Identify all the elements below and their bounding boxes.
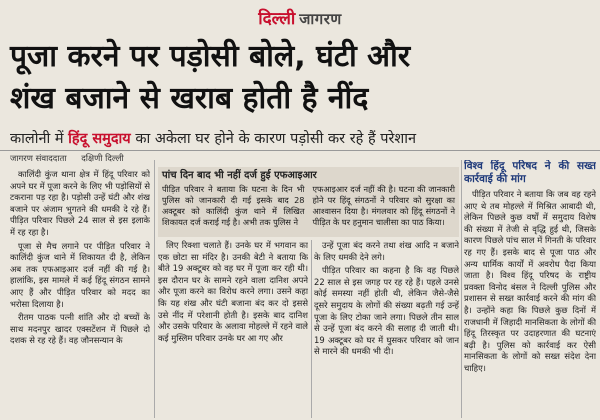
article-column-3 bbox=[314, 240, 459, 418]
side-section-title: विश्व हिंदू परिषद ने की सख्त कार्रवाई की मांग bbox=[464, 160, 596, 185]
byline-author: जागरण संवाददाता bbox=[10, 154, 67, 164]
divider bbox=[0, 150, 600, 151]
masthead bbox=[0, 6, 600, 28]
article-column-2 bbox=[158, 240, 308, 418]
inset-box-title: पांच दिन बाद भी नहीं दर्ज हुई एफआइआर bbox=[162, 170, 317, 181]
masthead-city: दिल्ली bbox=[258, 9, 296, 29]
article-column-4 bbox=[464, 160, 596, 418]
headline-line-2: शंख बजाने से खराब होती है नींद bbox=[10, 81, 369, 116]
subhead-pre: कालोनी में bbox=[10, 131, 69, 147]
inset-box bbox=[158, 167, 459, 237]
subheadline bbox=[10, 128, 590, 148]
byline-place: दक्षिणी दिल्ली bbox=[81, 154, 124, 164]
headline-line-1: पूजा करने पर पड़ोसी बोले, घंटी और bbox=[10, 39, 411, 74]
paragraph: पूजा से मैच लगाने पर पीड़ित परिवार ने कालिंदी कुंज थाने में शिकायत दी है, लेकिन अब तक एफआइआर दर्ज नहीं की गई है। हालांकि, इस मामले में कई हिंदू संगठन सामने आए हैं और पीड़ित परिवार को मदद का भरोसा दिलाया है। bbox=[10, 240, 150, 309]
column-divider bbox=[311, 240, 312, 418]
column-divider bbox=[461, 160, 462, 418]
byline bbox=[10, 153, 136, 164]
paragraph: पीड़ित परिवार का कहना है कि वह पिछले 22 साल से इस जगह पर रह रहे हैं। पहले उनसे कोई समस्या नहीं होती थी, लेकिन जैसे-जैसे दूसरे समुदाय के लोगों की संख्या बढ़ती गई उन्हें पूजा के लिए टोका जाने लगा। पिछले तीन साल से उन्हें पूजा बंद करने की सलाह दी जाती थी। 19 अक्टूबर को घर में घुसकर परिवार को जान से मारने की धमकी भी दी। bbox=[314, 265, 459, 357]
column-divider bbox=[154, 160, 155, 418]
article-column-1 bbox=[10, 167, 150, 417]
masthead-paper: जागरण bbox=[299, 10, 342, 28]
headline bbox=[10, 36, 590, 120]
paragraph: उन्हें पूजा बंद करने तथा शंख आदि न बजाने के लिए धमकी देने लगे। bbox=[314, 240, 459, 262]
paragraph: पीड़ित परिवार ने बताया कि जब वह रहने आए थे तब मोहल्ले में मिश्रित आबादी थी, लेकिन पिछले कुछ वर्षों में समुदाय विशेष की संख्या में तेजी से वृद्धि हुई थी, जिसके कारण पिछले पांच साल में गिनती के परिवार रह गए हैं। इसके बाद से पूजा पाठ और अन्य धार्मिक कार्यों में अवरोध पैदा किया जाता है। विश्व हिंदू परिषद के राष्ट्रीय प्रवक्ता विनोद बंसल ने दिल्ली पुलिस और प्रशासन से सख्त कार्रवाई करने की मांग की है। उन्होंने कहा कि पिछले कुछ दिनों में राजधानी में जिहादी मानसिकता के लोगों की हिंदू तिरस्कृत पर उदाहरणात की घटनाएं बढ़ी है। पुलिस को कार्रवाई कर ऐसी मानसिकता के लोगों को सख्त संदेश देना चाहिए। bbox=[464, 189, 596, 373]
subhead-post: का अकेला घर होने के कारण पड़ोसी कर रहे हैं परेशान bbox=[130, 131, 417, 147]
inset-box-text-left: पीड़ित परिवार ने बताया कि घटना के दिन भी पुलिस को जानकारी दी गई इसके बाद 28 अक्टूबर को कालिंदी कुंज थाने में लिखित शिकायत दर्ज कराई गई है। अभी तक पुलिस ने bbox=[162, 184, 305, 227]
inset-box-text-right: एफआइआर दर्ज नहीं की है। घटना की जानकारी होने पर हिंदू संगठनों ने परिवार को सुरक्षा का आश्वासन दिया है। मंगलवार को हिंदू संगठनों ने पीड़ित के घर हनुमान चालीसा का पाठ किया। bbox=[312, 184, 455, 227]
paragraph: रीतम पाठक पत्नी शांति और दो बच्चों के साथ मदनपुर खादर एक्सटेंशन में पिछले दो दशक से रह रहे हैं। वह जौनसन्यान के bbox=[10, 312, 150, 346]
paragraph: कालिंदी कुंज थाना क्षेत्र में हिंदू परिवार को अपने घर में पूजा करने के लिए भी पड़ोसियों से टकराना पड़ रहा है। पड़ोसी उन्हें घंटी और शंख बजाने पर अंजाम भुगतने की धमकी दे रहे हैं। पीड़ित परिवार पिछले 24 साल से इस इलाके में रह रहा है। bbox=[10, 169, 150, 237]
paragraph: लिए रिक्शा चलाते हैं। उनके घर में भगवान का एक छोटा सा मंदिर है। उनकी बेटी ने बताया कि बीते 19 अक्टूबर को वह घर में पूजा कर रही थी। इस दौरान घर के सामने रहने वाला दानिश अपने और पूजा करने का विरोध करने लगा। उसने कहा कि यह शंख और घंटी बजाना बंद कर दो इससे उसे नींद में परेशानी होती है। इसके बाद दानिश और उसके परिवार के अलावा मोहल्ले में रहने वाले कई मुस्लिम परिवार उनके घर आ गए और bbox=[158, 240, 308, 343]
subhead-highlight: हिंदू समुदाय bbox=[68, 131, 131, 147]
